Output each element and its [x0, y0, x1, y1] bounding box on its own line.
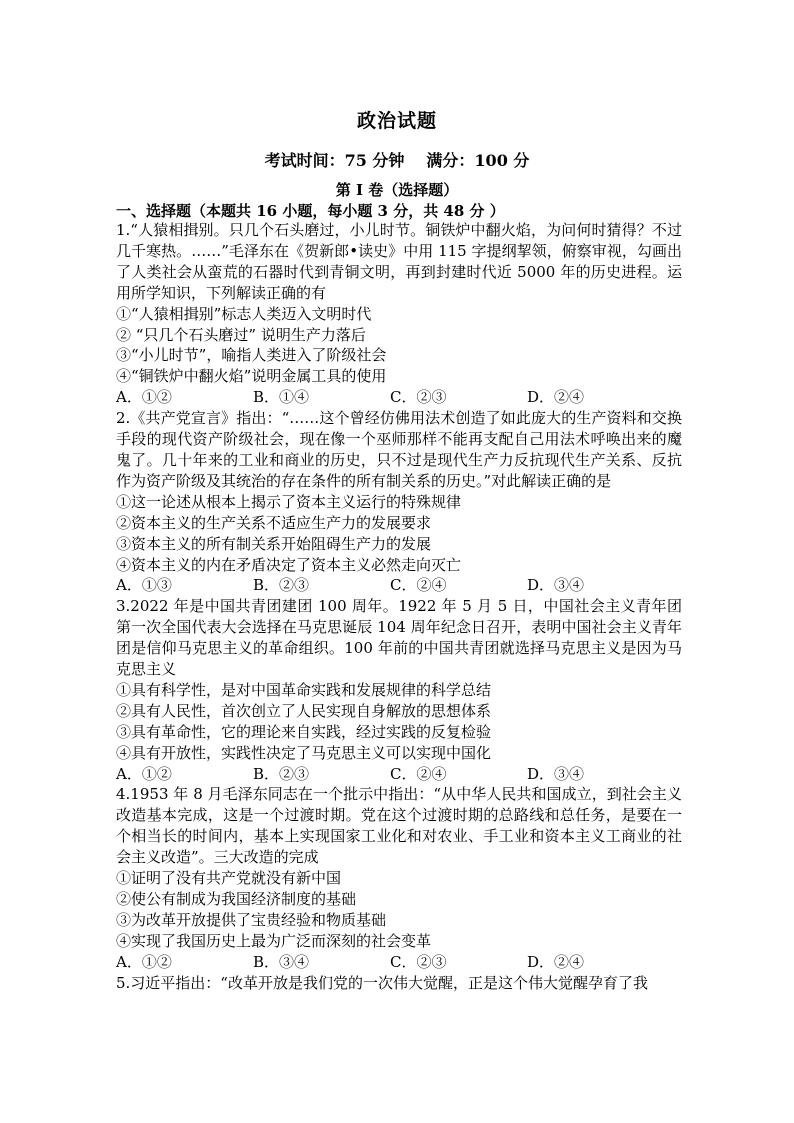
answer-choices — [116, 764, 682, 785]
section-heading: 一、选择题（本题共 16 小题，每小题 3 分，共 48 分 ） — [116, 202, 505, 220]
answer-choices — [116, 952, 682, 973]
question-2 — [116, 408, 682, 596]
question-option: ④具有开放性，实践性决定了马克思主义可以实现中国化 — [116, 743, 492, 762]
question-option: ①具有科学性，是对中国革命实践和发展规律的科学总结 — [116, 680, 492, 699]
choice-b: B．②③ — [253, 576, 310, 595]
question-stem: 2.《共产党宣言》指出：“……这个曾经仿佛用法术创造了如此庞大的生产资料和交换手段的现代资产阶级社会，现在像一个巫师那样不能再支配自己用法术呼唤出来的魔鬼了。几十年来的工业和商业的历史，只不过是现代生产力反抗现代生产关系、反抗作为资产阶级及其统治的存在条件的所有制关系的历史。”对此解读正确的是 — [116, 409, 682, 490]
choice-c: C．②③ — [390, 952, 447, 971]
question-stem: 4.1953 年 8 月毛泽东同志在一个批示中指出：“从中华人民共和国成立，到社会主义改造基本完成，这是一个过渡时期。党在这个过渡时期的总路线和总任务，是要在一个相当长的时间内，基本上实现国家工业化和对农业、手工业和资本主义工商业的社会主义改造”。三大改造的完成 — [116, 785, 682, 867]
exam-time: 考试时间：75 分钟 — [264, 151, 405, 170]
question-stem: 3.2022 年是中国共青团建团 100 周年。1922 年 5 月 5 日，中国社会主义青年团第一次全国代表大会选择在马克思诞辰 104 周年纪念日召开，表明中国社会主义青年团是信仰马克思主义的革命组织。100 年前的中国共青团就选择马克思主义是因为马克思主义 — [116, 597, 682, 679]
question-list — [116, 220, 682, 994]
exam-score: 满分：100 分 — [426, 151, 530, 170]
answer-choices — [116, 387, 682, 408]
choice-d: D．③④ — [527, 576, 585, 595]
question-option: ④“铜铁炉中翻火焰”说明金属工具的使用 — [116, 367, 387, 386]
question-option: ③为改革开放提供了宝贵经验和物质基础 — [116, 910, 387, 929]
choice-a: A．①② — [116, 952, 172, 971]
volume-heading: 第 I 卷（选择题） — [335, 181, 459, 199]
question-option: ②资本主义的生产关系不适应生产力的发展要求 — [116, 513, 432, 532]
question-option: ④资本主义的内在矛盾决定了资本主义必然走向灭亡 — [116, 555, 462, 574]
choice-a: A．①③ — [116, 576, 172, 595]
question-stem: 1.“人猿相揖别。只几个石头磨过，小儿时节。铜铁炉中翻火焰，为问何时猜得？不过几千寒热。……”毛泽东在《贺新郎•读史》中用 115 字提纲挈领，俯察审视，勾画出了人类社会从蛮荒的石器时代到青铜文明，再到封建时代近 5000 年的历史进程。运用所学知识，下列解读正确的有 — [116, 221, 682, 302]
choice-b: B．①④ — [253, 388, 310, 407]
question-stem: 5.习近平指出：“改革开放是我们党的一次伟大觉醒，正是这个伟大觉醒孕育了我 — [116, 973, 648, 992]
question-option: ②使公有制成为我国经济制度的基础 — [116, 890, 357, 908]
question-option: ③资本主义的所有制关系开始阻碍生产力的发展 — [116, 534, 432, 553]
question-option: ①“人猿相揖别”标志人类迈入文明时代 — [116, 304, 372, 323]
question-option: ②具有人民性，首次创立了人民实现自身解放的思想体系 — [116, 701, 492, 720]
choice-c: C．②③ — [390, 388, 447, 407]
choice-a: A．①② — [116, 388, 172, 407]
choice-c: C．②④ — [390, 764, 447, 783]
question-option: ② “只几个石头磨过” 说明生产力落后 — [116, 325, 366, 344]
question-option: ③“小儿时节”，喻指人类进入了阶级社会 — [116, 346, 387, 365]
choice-b: B．③④ — [253, 952, 310, 971]
choice-d: D．②④ — [527, 952, 585, 971]
exam-info — [0, 148, 794, 171]
question-option: ①这一论述从根本上揭示了资本主义运行的特殊规律 — [116, 492, 462, 511]
question-4 — [116, 784, 682, 972]
question-1 — [116, 220, 682, 408]
choice-d: D．③④ — [527, 764, 585, 783]
exam-title: 政治试题 — [356, 110, 437, 132]
choice-b: B．②③ — [253, 764, 310, 783]
question-option: ③具有革命性，它的理论来自实践，经过实践的反复检验 — [116, 722, 492, 741]
question-5 — [116, 973, 682, 994]
question-3 — [116, 596, 682, 784]
choice-a: A．①② — [116, 764, 172, 783]
question-option: ①证明了没有共产党就没有新中国 — [116, 869, 342, 888]
question-option: ④实现了我国历史上最为广泛而深刻的社会变革 — [116, 931, 432, 950]
answer-choices — [116, 575, 682, 596]
choice-d: D．②④ — [527, 388, 585, 407]
choice-c: C．②④ — [390, 576, 447, 595]
